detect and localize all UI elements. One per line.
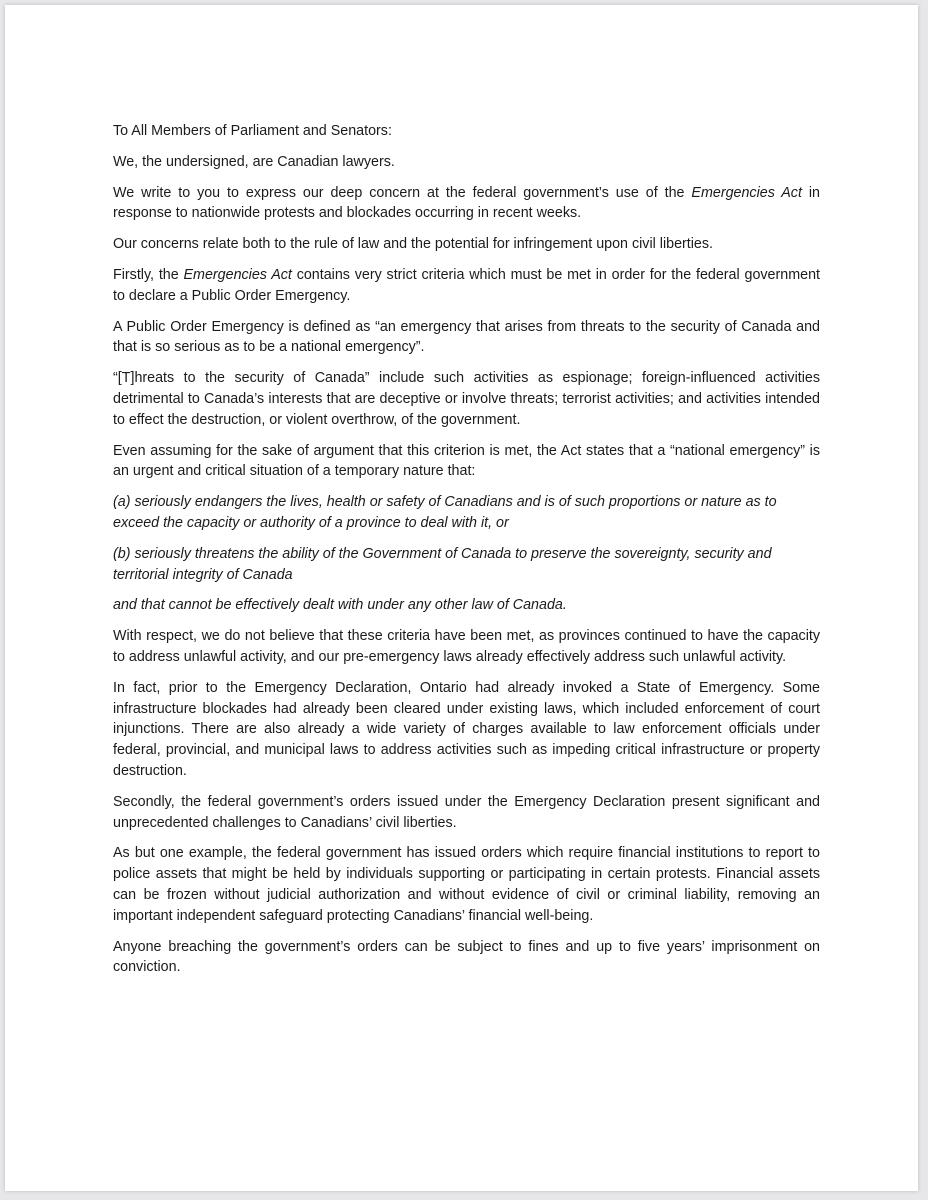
paragraph-respect: With respect, we do not believe that these criteria have been met, as provinces continued to have the capacity to address unlawful activity, and our pre-emergency laws already effectively address such unlawful activity. (113, 628, 820, 665)
paragraph-threats: “[T]hreats to the security of Canada” include such activities as espionage; foreign-influenced activities detrimental to Canada’s interests that are deceptive or involve threats; terrorist activities; and activities intended to effect the destruction, or violent overthrow, of the government. (113, 370, 820, 428)
paragraph-concerns: Our concerns relate both to the rule of law and the potential for infringement upon civil liberties. (113, 236, 714, 253)
clause-a: (a) seriously endangers the lives, health or safety of Canadians and is of such proportions or nature as to exceed the capacity or authority of a province to deal with it, or (113, 494, 777, 531)
text-span: Firstly, the (113, 266, 184, 283)
act-name-italic: Emergencies Act (183, 266, 292, 283)
act-name-italic: Emergencies Act (691, 184, 802, 201)
paragraph-intro: We, the undersigned, are Canadian lawyers. (113, 153, 395, 170)
text-span: in response to nationwide protests and blockades occurring in recent weeks. (113, 184, 820, 222)
paragraph-write (113, 183, 820, 225)
paragraph-even: Even assuming for the sake of argument that this criterion is met, the Act states that a “national emergency” is an urgent and critical situation of a temporary nature that: (113, 442, 820, 480)
document-page (5, 5, 918, 1191)
salutation: To All Members of Parliament and Senators: (113, 123, 392, 139)
clause-and: and that cannot be effectively dealt with under any other law of Canada. (113, 597, 567, 614)
paragraph-example: As but one example, the federal government has issued orders which require financial institutions to report to police assets that might be held by individuals supporting or participating in certain protests. Financial assets can be frozen without judicial authorization and without evidence of civil or criminal liability, removing an important independent safeguard protecting Canadians’ financial well-being. (113, 845, 820, 924)
text-span: contains very strict criteria which must be met in order for the federal government to declare a Public Order Emergency. (113, 266, 820, 304)
paragraph-firstly (113, 265, 820, 307)
paragraph-fact: In fact, prior to the Emergency Declaration, Ontario had already invoked a State of Emergency. Some infrastructure blockades had already been cleared under existing laws, which included enforcement of court injunctions. There are also already a wide variety of charges available to law enforcement officials under federal, provincial, and municipal laws to address activities such as impeding critical infrastructure or property destruction. (113, 679, 820, 779)
paragraph-anyone: Anyone breaching the government’s orders can be subject to fines and up to five years’ imprisonment on conviction. (113, 938, 820, 976)
paragraph-definition: A Public Order Emergency is defined as “an emergency that arises from threats to the security of Canada and that is so serious as to be a national emergency”. (113, 318, 820, 356)
clause-b: (b) seriously threatens the ability of the Government of Canada to preserve the sovereignty, security and territorial integrity of Canada (113, 545, 772, 583)
paragraph-secondly: Secondly, the federal government’s orders issued under the Emergency Declaration present significant and unprecedented challenges to Canadians’ civil liberties. (113, 793, 820, 831)
text-span: We write to you to express our deep concern at the federal government’s use of the (113, 184, 692, 201)
letter-body (113, 121, 820, 988)
